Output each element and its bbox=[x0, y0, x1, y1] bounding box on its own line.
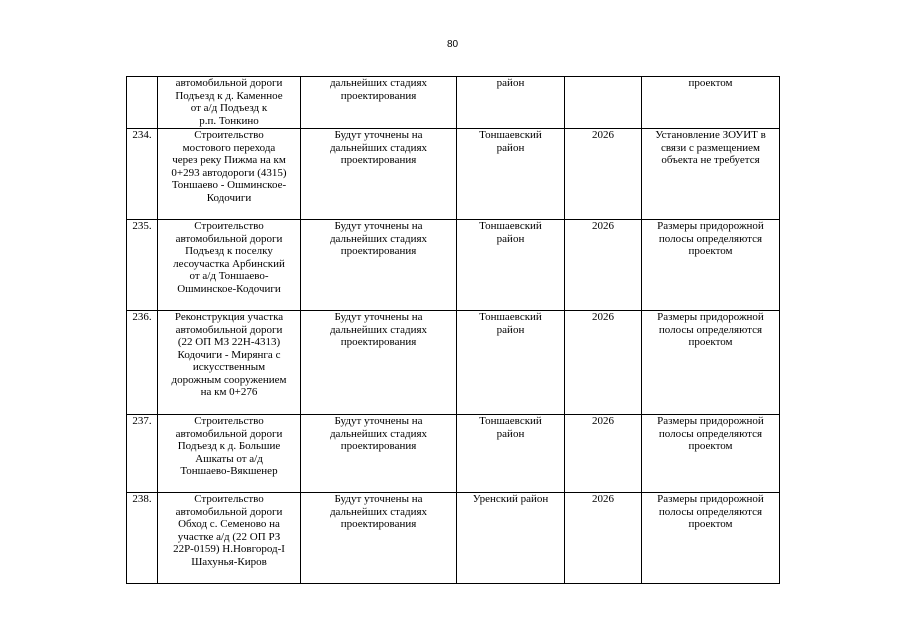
object-note: Размеры придорожной полосы определяются проектом bbox=[642, 415, 780, 493]
object-year bbox=[565, 77, 642, 129]
table-row bbox=[127, 77, 780, 129]
object-name: автомобильной дороги Подъезд к д. Каменное от а/д Подъезд к р.п. Тонкино bbox=[158, 77, 301, 129]
row-number: 238. bbox=[127, 493, 158, 584]
object-name: Строительство мостового перехода через реку Пижма на км 0+293 автодороги (4315) Тоншаево - Ошминское- Кодочиги bbox=[158, 129, 301, 220]
object-parameters: Будут уточнены на дальнейших стадиях проектирования bbox=[301, 493, 457, 584]
object-location: Тоншаевский район bbox=[457, 220, 565, 311]
table-row bbox=[127, 129, 780, 220]
table-row bbox=[127, 220, 780, 311]
object-year: 2026 bbox=[565, 129, 642, 220]
object-note: Размеры придорожной полосы определяются проектом bbox=[642, 220, 780, 311]
object-name: Строительство автомобильной дороги Подъезд к д. Большие Ашкаты от а/д Тоншаево-Вякшенер bbox=[158, 415, 301, 493]
object-parameters: Будут уточнены на дальнейших стадиях проектирования bbox=[301, 415, 457, 493]
object-year: 2026 bbox=[565, 493, 642, 584]
row-number: 237. bbox=[127, 415, 158, 493]
object-note: Размеры придорожной полосы определяются проектом bbox=[642, 311, 780, 415]
object-year: 2026 bbox=[565, 311, 642, 415]
object-name: Строительство автомобильной дороги Обход с. Семеново на участке а/д (22 ОП РЗ 22Р-0159) Н.Новгород-І Шахунья-Киров bbox=[158, 493, 301, 584]
object-parameters: Будут уточнены на дальнейших стадиях проектирования bbox=[301, 220, 457, 311]
object-note: проектом bbox=[642, 77, 780, 129]
objects-table bbox=[126, 76, 780, 584]
object-location: Тоншаевский район bbox=[457, 415, 565, 493]
page-number: 80 bbox=[446, 39, 459, 50]
table-row bbox=[127, 493, 780, 584]
row-number bbox=[127, 77, 158, 129]
object-note: Установление ЗОУИТ в связи с размещением объекта не требуется bbox=[642, 129, 780, 220]
row-number: 236. bbox=[127, 311, 158, 415]
object-year: 2026 bbox=[565, 415, 642, 493]
object-name: Строительство автомобильной дороги Подъезд к поселку лесоучастка Арбинский от а/д Тоншаево- Ошминское-Кодочиги bbox=[158, 220, 301, 311]
table-row bbox=[127, 311, 780, 415]
object-location: район bbox=[457, 77, 565, 129]
object-location: Уренский район bbox=[457, 493, 565, 584]
row-number: 234. bbox=[127, 129, 158, 220]
object-note: Размеры придорожной полосы определяются проектом bbox=[642, 493, 780, 584]
row-number: 235. bbox=[127, 220, 158, 311]
object-parameters: дальнейших стадиях проектирования bbox=[301, 77, 457, 129]
object-parameters: Будут уточнены на дальнейших стадиях проектирования bbox=[301, 311, 457, 415]
object-location: Тоншаевский район bbox=[457, 311, 565, 415]
object-parameters: Будут уточнены на дальнейших стадиях проектирования bbox=[301, 129, 457, 220]
table-row bbox=[127, 415, 780, 493]
object-year: 2026 bbox=[565, 220, 642, 311]
object-name: Реконструкция участка автомобильной дороги (22 ОП МЗ 22Н-4313) Кодочиги - Мирянга с искусственным дорожным сооружением на км 0+276 bbox=[158, 311, 301, 415]
object-location: Тоншаевский район bbox=[457, 129, 565, 220]
